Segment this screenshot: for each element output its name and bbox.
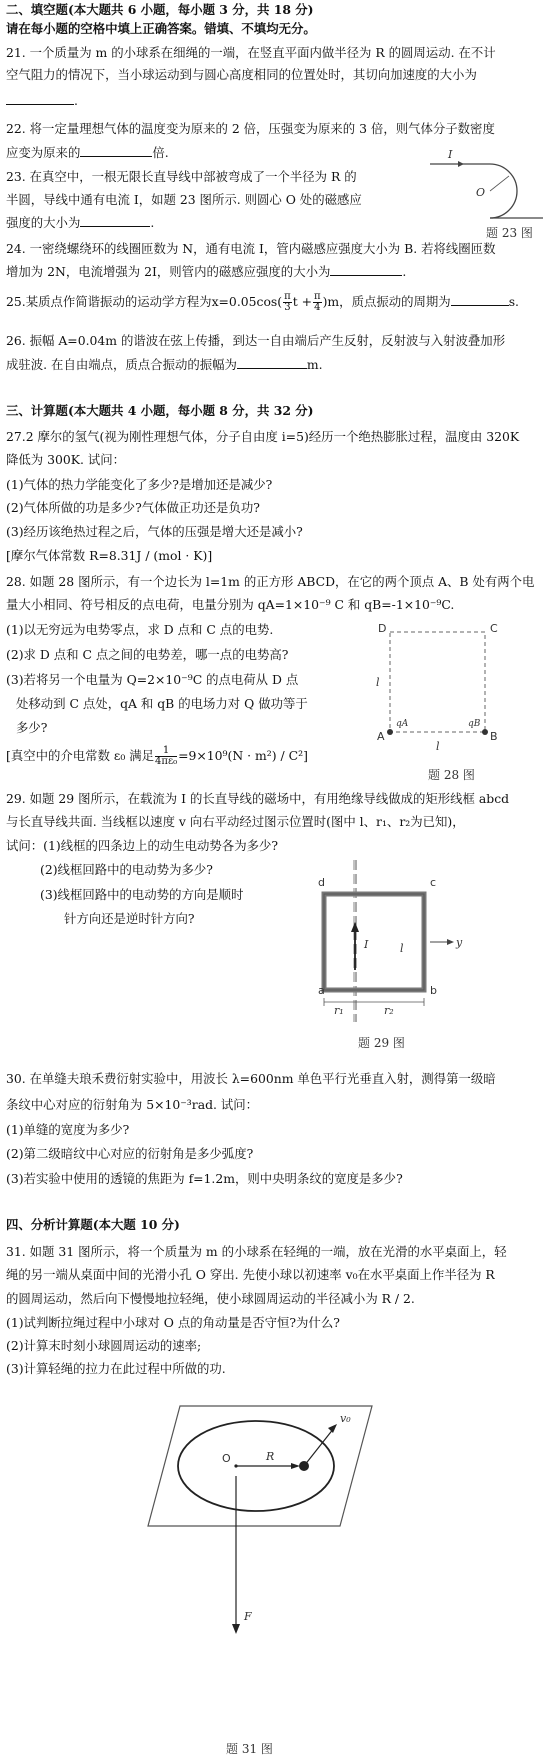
q30-sub3: (3)若实验中使用的透镜的焦距为 f=1.2m，则中央明条纹的宽度是多少? [6,1171,403,1186]
q29-line2: 与长直导线共面. 当线框以速度 v 向右平动经过图示位置时(图中 l、r₁、r₂为已知)， [6,814,465,829]
fig28-square [390,632,485,732]
q28-sub3c: 多少? [16,720,48,735]
q26-line2: 成驻波. 在自由端点，质点合振动的振幅为 m. [6,357,323,372]
fig23-label-I: I [448,148,453,161]
fig28-charge-b [482,729,488,735]
q28-line2: 量大小相同、符号相反的点电荷，电量分别为 qA=1×10⁻⁹ C 和 qB=-1×10⁻⁹C. [6,597,455,612]
fig31-label-F: F [244,1610,252,1623]
q30-sub2: (2)第二级暗纹中心对应的衍射角是多少弧度? [6,1146,254,1161]
q27-line1: 27.2 摩尔的氢气(视为刚性理想气体，分子自由度 i=5)经历一个绝热膨胀过程，温度由 320K [6,429,520,444]
q25-line: 25.某质点作简谐振动的运动学方程为x=0.05cos( $\frac{\pi}{3}$ t + $\frac{\pi}{4}$ )m，质点振动的周期为 s. [6,291,520,313]
q31-line3: 的圆周运动，然后向下慢慢地拉轻绳，使小球圆周运动的半径减小为 R / 2. [6,1291,415,1306]
fig29-label-y: y [456,936,463,949]
fig31-label-R: R [266,1450,275,1463]
q27-sub3: (3)经历该绝热过程之后，气体的压强是增大还是减小? [6,524,303,539]
q27-constant: [摩尔气体常数 R=8.31J / (mol · K)] [6,548,213,563]
fig29-label-r1: r₁ [334,1004,344,1017]
q29-line1: 29. 如题 29 图所示，在载流为 I 的长直导线的磁场中，有用绝缘导线做成的矩形线框 abcd [6,791,510,806]
q30-line1: 30. 在单缝夫琅禾费衍射实验中，用波长 λ=600nm 单色平行光垂直入射，测得第一级暗 [6,1071,496,1086]
q29-sub3b: 针方向还是逆时针方向? [64,911,195,926]
fig29-label-d: d [318,876,325,889]
q21-blank[interactable]: . [6,92,78,110]
analysis-section-header: 四、分析计算题(本大题 10 分) [6,1217,180,1232]
q27-sub1: (1)气体的热力学能变化了多少?是增加还是减少? [6,477,273,492]
fig28-label-l-left: l [376,676,380,689]
fig29-label-I: I [364,938,369,951]
fig29-label-b: b [430,984,437,997]
q31-sub2: (2)计算末时刻小球圆周运动的速率; [6,1338,202,1353]
figure-29 [318,860,488,1042]
q31-line2: 绳的另一端从桌面中间的光滑小孔 O 穿出. 先使小球以初速率 v₀在水平桌面上作半径为 R [6,1267,495,1282]
fig29-label-a: a [318,984,325,997]
q21-line2: 空气阻力的情况下，当小球运动到与圆心高度相同的位置处时，其切向加速度的大小为 [6,67,477,82]
q28-sub1: (1)以无穷远为电势零点，求 D 点和 C 点的电势. [6,622,274,637]
figure-31 [140,1378,380,1748]
fig31-caption: 题 31 图 [226,1742,273,1756]
q28-sub2: (2)求 D 点和 C 点之间的电势差，哪一点的电势高? [6,647,289,662]
q31-sub3: (3)计算轻绳的拉力在此过程中所做的功. [6,1361,226,1376]
q22-line1: 22. 将一定量理想气体的温度变为原来的 2 倍，压强变为原来的 3 倍，则气体分子数密度 [6,121,495,136]
q28-sub3b: 处移动到 C 点处，qA 和 qB 的电场力对 Q 做功等于 [16,696,308,711]
fig29-label-l: l [400,942,404,955]
fig28-label-D: D [378,622,387,635]
q23-line1: 23. 在真空中，一根无限长直导线中部被弯成了一个半径为 R 的 [6,169,357,184]
fig28-label-l-bottom: l [436,740,440,753]
calc-section-header: 三、计算题(本大题共 4 小题，每小题 8 分，共 32 分) [6,403,314,418]
q23-line2: 半圆，导线中通有电流 I，如题 23 图所示. 则圆心 O 处的磁感应 [6,192,362,207]
figure-23 [428,148,546,230]
fig29-frame [324,894,424,990]
fig28-caption: 题 28 图 [428,768,475,782]
fig28-label-A: A [377,730,385,743]
q31-sub1: (1)试判断拉绳过程中小球对 O 点的角动量是否守恒?为什么? [6,1315,340,1330]
q24-line1: 24. 一密绕螺绕环的线圈匝数为 N，通有电流 I，管内磁感应强度大小为 B. 若将线圈匝数 [6,241,496,256]
fig29-label-r2: r₂ [384,1004,394,1017]
q28-line1: 28. 如题 28 图所示，有一个边长为 l=1m 的正方形 ABCD，在它的两个顶点 A、B 处有两个电 [6,574,535,589]
fig29-label-c: c [430,876,437,889]
q30-sub1: (1)单缝的宽度为多少? [6,1122,130,1137]
q25-blank[interactable] [451,293,509,306]
q30-line2: 条纹中心对应的衍射角为 5×10⁻³rad. 试问： [6,1097,259,1112]
q31-line1: 31. 如题 31 图所示，将一个质量为 m 的小球系在轻绳的一端，放在光滑的水平桌面上，轻 [6,1244,507,1259]
q27-line2: 降低为 300K. 试问： [6,452,126,467]
fig28-charge-a [387,729,393,735]
q28-constant: [真空中的介电常数 ε₀ 满足 $\frac{1}{\text{4πε₀}}$ =9×10⁹(N · m²) / C²] [6,745,308,767]
fill-section-header: 二、填空题(本大题共 6 小题，每小题 3 分，共 18 分) [6,2,314,17]
fig28-label-B: B [490,730,498,743]
q28-sub3a: (3)若将另一个电量为 Q=2×10⁻⁹C 的点电荷从 D 点 [6,672,299,687]
figure-28 [360,622,520,757]
q23-line3: 强度的大小为 . [6,215,155,230]
fig28-label-C: C [490,622,498,635]
q26-blank[interactable] [237,356,307,369]
q27-sub2: (2)气体所做的功是多少?气体做正功还是负功? [6,500,260,515]
fill-section-instruction: 请在每小题的空格中填上正确答案。错填、不填均无分。 [6,21,316,36]
q22-line2: 应变为原来的 倍. [6,145,169,160]
fig28-label-qB: qB [468,719,481,729]
q29-sub2: (2)线框回路中的电动势为多少? [40,862,213,877]
fig23-label-O: O [476,186,486,199]
q24-blank[interactable] [330,263,402,276]
q23-blank[interactable] [80,214,150,227]
q22-blank[interactable] [80,144,152,157]
fig31-label-v0: v₀ [340,1412,351,1425]
q29-sub3a: (3)线框回路中的电动势的方向是顺时 [40,887,244,902]
fig31-label-O: O [222,1452,231,1465]
q21-line1: 21. 一个质量为 m 的小球系在细绳的一端，在竖直平面内做半径为 R 的圆周运动. 在不计 [6,45,496,60]
fig28-label-qA: qA [396,719,409,729]
q26-line1: 26. 振幅 A=0.04m 的谐波在弦上传播，到达一自由端后产生反射，反射波与入射波叠加形 [6,333,506,348]
q29-line3: 试问：(1)线框的四条边上的动生电动势各为多少? [6,838,279,853]
fig29-caption: 题 29 图 [358,1036,405,1050]
q24-line2: 增加为 2N，电流增强为 2I，则管内的磁感应强度的大小为 . [6,264,407,279]
fig23-caption: 题 23 图 [486,226,533,240]
